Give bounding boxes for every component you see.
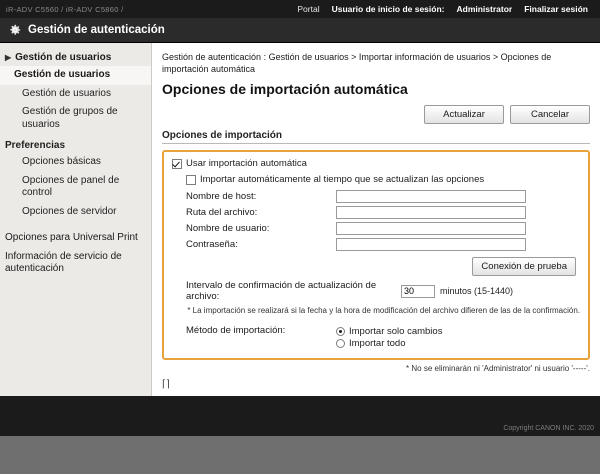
- sidebar-item-label: Opciones de servidor: [22, 205, 117, 217]
- sidebar-group-preferences: [0, 134, 151, 153]
- import-settings-panel: [162, 150, 590, 360]
- breadcrumb: Gestión de autenticación : Gestión de usuarios > Importar información de usuarios > Opciones de importación automática: [162, 52, 552, 75]
- copyright-label: Copyright CANON INC. 2020: [503, 425, 594, 432]
- auto-import-on-update-row[interactable]: [186, 174, 580, 185]
- use-auto-import-label: Usar importación automática: [186, 158, 307, 170]
- login-user-name: Administrator: [456, 4, 513, 14]
- main-panel: [152, 43, 600, 396]
- file-path-row: [186, 206, 580, 219]
- import-method-options: [336, 325, 442, 350]
- sidebar: [0, 43, 152, 396]
- import-all-radio[interactable]: [336, 339, 345, 348]
- test-connection-row: [172, 257, 580, 276]
- host-name-row: [186, 190, 580, 203]
- interval-unit-label: minutos (15-1440): [440, 286, 514, 297]
- sidebar-item-label: Opciones de panel de control: [22, 174, 120, 198]
- sidebar-item-control-panel-settings[interactable]: [0, 172, 151, 203]
- host-name-field[interactable]: [336, 190, 526, 203]
- admin-note: * No se eliminarán ni 'Administrator' ni usuario '-----'.: [406, 364, 590, 374]
- import-method-row: [186, 325, 580, 350]
- action-button-row: [162, 105, 590, 124]
- user-name-row: [186, 222, 580, 235]
- device-model-label: iR-ADV C5560 / iR-ADV C5860 /: [6, 4, 124, 14]
- sidebar-item-auth-service-info[interactable]: [0, 248, 151, 279]
- sidebar-item-label: Gestión de usuarios: [22, 87, 111, 99]
- sidebar-item-label: Gestión de usuarios: [14, 69, 111, 80]
- sidebar-item-user-management-selected[interactable]: [0, 66, 151, 85]
- section-title-import-settings: Opciones de importación: [162, 130, 590, 144]
- chevron-right-icon: ▶: [5, 53, 12, 62]
- sidebar-item-label: Información de servicio de autenticación: [5, 250, 122, 274]
- host-name-label: Nombre de host:: [186, 191, 257, 203]
- login-user-label: Usuario de inicio de sesión:: [331, 4, 445, 14]
- test-connection-button[interactable]: Conexión de prueba: [472, 257, 576, 276]
- sidebar-item-label: Opciones para Universal Print: [5, 232, 138, 243]
- to-top-icon[interactable]: ⌈⌉: [162, 379, 170, 391]
- sidebar-header-user-management[interactable]: [0, 49, 151, 66]
- sidebar-item-universal-print[interactable]: [0, 229, 151, 248]
- import-only-changes-radio[interactable]: [336, 327, 345, 336]
- sidebar-item-user-management[interactable]: [0, 85, 151, 104]
- cancel-button[interactable]: Cancelar: [510, 105, 590, 124]
- device-top-bar: [0, 0, 600, 18]
- sidebar-item-user-group-management[interactable]: [0, 103, 151, 134]
- page-header: [0, 18, 600, 43]
- desktop-background: [0, 436, 600, 474]
- password-label: Contraseña:: [186, 239, 238, 251]
- user-name-field[interactable]: [336, 222, 526, 235]
- password-field[interactable]: [336, 238, 526, 251]
- use-auto-import-checkbox[interactable]: [172, 159, 182, 169]
- import-method-label: Método de importación:: [186, 325, 286, 337]
- file-path-label: Ruta del archivo:: [186, 207, 258, 219]
- sidebar-group-label: Preferencias: [5, 140, 66, 151]
- sidebar-item-basic-settings[interactable]: [0, 153, 151, 172]
- sidebar-item-label: Gestión de grupos de usuarios: [22, 106, 118, 130]
- portal-link[interactable]: Portal: [297, 4, 320, 14]
- sidebar-item-server-settings[interactable]: [0, 203, 151, 222]
- interval-row: [186, 280, 580, 302]
- use-auto-import-row[interactable]: [172, 158, 580, 169]
- file-path-field[interactable]: [336, 206, 526, 219]
- import-only-changes-label: Importar solo cambios: [349, 326, 443, 338]
- page-body: [0, 43, 600, 396]
- user-name-label: Nombre de usuario:: [186, 223, 270, 235]
- auto-import-on-update-checkbox[interactable]: [186, 175, 196, 185]
- interval-label: Intervalo de confirmación de actualización de archivo:: [186, 280, 377, 303]
- logout-link[interactable]: Finalizar sesión: [524, 4, 588, 14]
- top-bar-right-group: [297, 4, 594, 14]
- import-method-option-changes[interactable]: [336, 326, 442, 337]
- sidebar-item-label: Opciones básicas: [22, 156, 101, 167]
- sidebar-header-label: Gestión de usuarios: [15, 52, 112, 63]
- interval-note: * La importación se realizará si la fecha y la hora de modificación del archivo difieren de las de la confirmación.: [187, 306, 580, 316]
- window-title: Gestión de autenticación: [28, 24, 165, 36]
- page-title: Opciones de importación automática: [162, 81, 408, 98]
- interval-input[interactable]: [401, 285, 435, 298]
- import-method-option-all[interactable]: [336, 338, 442, 349]
- import-all-label: Importar todo: [349, 338, 406, 350]
- auto-import-on-update-label: Importar automáticamente al tiempo que se actualizan las opciones: [200, 174, 485, 186]
- password-row: [186, 238, 580, 251]
- update-button[interactable]: Actualizar: [424, 105, 504, 124]
- page-footer: [0, 396, 600, 436]
- gear-icon: [8, 23, 22, 37]
